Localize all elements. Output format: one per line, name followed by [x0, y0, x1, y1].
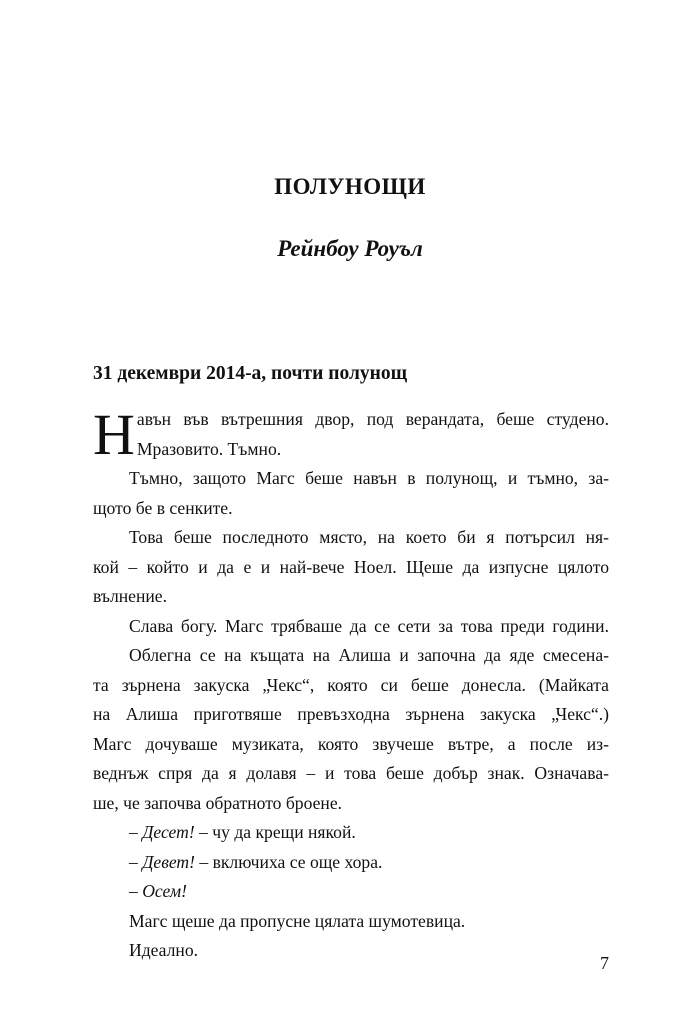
text-line: Тъмно, защото Магс беше навън в полунощ, и тъмно, за- — [129, 468, 609, 488]
text-line: Идеално. — [129, 940, 199, 960]
text-line: Мразовито. Тъмно. — [136, 438, 282, 459]
dialogue-line — [93, 818, 609, 848]
dialogue-dash: – — [129, 851, 143, 872]
drop-cap: Н — [93, 402, 135, 467]
text-line: веднъж спря да я долавя – и това беше добър знак. Означава- — [93, 763, 609, 783]
dialogue-shout: Девет! — [142, 851, 195, 872]
text-line: авън във вътрешния двор, под верандата, беше студено. — [136, 409, 609, 429]
author-name: Рейнбоу Роуъл — [277, 236, 423, 261]
text-line: Магс дочуваше музиката, която звучеше вътре, а после из- — [93, 733, 609, 754]
dialogue-shout: Десет! — [142, 822, 195, 842]
section-heading: 31 декември 2014-а, почти полунощ — [93, 363, 408, 384]
dialogue-shout: Осем! — [142, 881, 187, 901]
dialogue-dash: – — [129, 881, 143, 901]
text-line: щото бе в сенките. — [93, 497, 233, 518]
text-line: ше, че започва обратното броене. — [93, 792, 343, 813]
dialogue-dash: – — [129, 822, 143, 842]
text-line: та зърнена закуска „Чекс“, която си беше донесла. (Майката — [93, 674, 609, 695]
first-paragraph — [93, 402, 609, 467]
dialogue-line — [93, 848, 609, 878]
chapter-title: ПОЛУНОЩИ — [274, 174, 426, 199]
text-line: кой – който и да е и най-вече Ноел. Щеше да изпусне цялото — [93, 556, 609, 577]
dialogue-tag: – чу да крещи някой. — [194, 822, 356, 842]
text-line: на Алиша приготвяше превъзходна зърнена закуска „Чекс“.) — [93, 704, 609, 724]
dialogue-tag: – включиха се още хора. — [194, 851, 383, 872]
text-line: вълнение. — [93, 586, 168, 606]
text-line: Слава богу. Магс трябваше да се сети за това преди години. — [129, 615, 609, 636]
text-line: Магс щеше да пропусне цялата шумотевица. — [129, 910, 466, 931]
page-number: 7 — [600, 953, 609, 973]
text-line: Облегна се на къщата на Алиша и започна да яде смесена- — [129, 645, 609, 665]
dialogue-line — [93, 877, 609, 907]
text-line: Това беше последното място, на което би я потърсил ня- — [129, 527, 609, 547]
story-text — [93, 402, 609, 966]
